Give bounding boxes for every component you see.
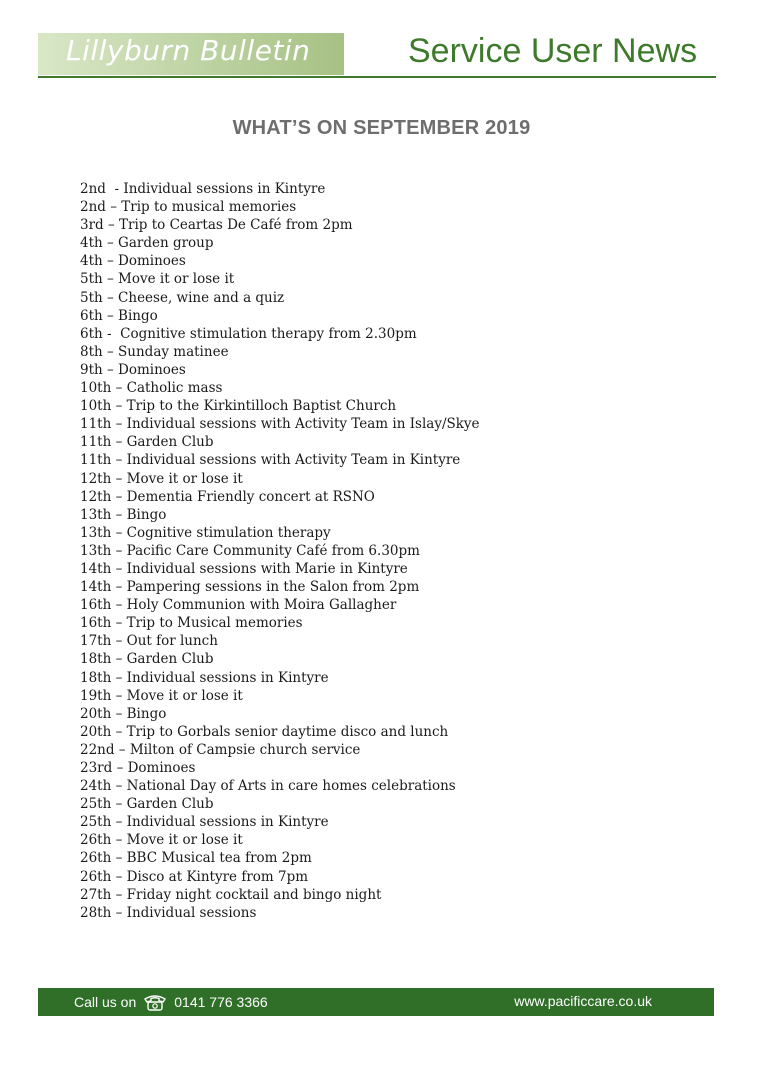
event-item: 13th – Pacific Care Community Café from 6.30pm — [80, 542, 420, 559]
event-item: 11th – Individual sessions with Activity Team in Islay/Skye — [80, 416, 480, 433]
event-item: 25th – Garden Club — [80, 796, 214, 813]
event-item: 18th – Garden Club — [80, 651, 214, 668]
event-item: 6th – Bingo — [80, 307, 158, 324]
event-item: 12th – Dementia Friendly concert at RSNO — [80, 488, 375, 505]
bulletin-title: Lillyburn Bulletin — [66, 34, 311, 67]
header-divider — [38, 76, 716, 78]
event-item: 4th – Dominoes — [80, 253, 186, 270]
event-item: 5th – Move it or lose it — [80, 271, 235, 288]
event-item: 13th – Bingo — [80, 506, 167, 523]
event-item: 3rd – Trip to Ceartas De Café from 2pm — [80, 217, 353, 234]
event-item: 25th – Individual sessions in Kintyre — [80, 814, 329, 831]
event-item: 10th – Trip to the Kirkintilloch Baptist Church — [80, 398, 397, 415]
event-item: 4th – Garden group — [80, 235, 214, 252]
event-item: 8th – Sunday matinee — [80, 343, 229, 360]
page-heading: WHAT’S ON SEPTEMBER 2019 — [232, 117, 531, 139]
event-item: 11th – Garden Club — [80, 434, 214, 451]
footer-contact — [74, 993, 268, 1011]
event-item: 16th – Trip to Musical memories — [80, 615, 303, 632]
event-item: 9th – Dominoes — [80, 361, 186, 378]
event-item: 26th – Disco at Kintyre from 7pm — [80, 868, 309, 885]
event-item: 14th – Individual sessions with Marie in Kintyre — [80, 560, 408, 577]
event-item: 20th – Bingo — [80, 705, 167, 722]
event-item: 27th – Friday night cocktail and bingo night — [80, 886, 382, 903]
event-item: 26th – Move it or lose it — [80, 832, 243, 849]
event-item: 10th – Catholic mass — [80, 380, 223, 397]
event-item: 13th – Cognitive stimulation therapy — [80, 524, 331, 541]
event-item: 19th – Move it or lose it — [80, 687, 243, 704]
footer-bar — [38, 988, 714, 1016]
event-item: 16th – Holy Communion with Moira Gallagher — [80, 597, 397, 614]
telephone-icon — [142, 993, 168, 1011]
event-item: 12th – Move it or lose it — [80, 470, 243, 487]
event-item: 26th – BBC Musical tea from 2pm — [80, 850, 312, 867]
event-item: 5th – Cheese, wine and a quiz — [80, 289, 285, 306]
event-item: 11th – Individual sessions with Activity Team in Kintyre — [80, 452, 461, 469]
call-label: Call us on — [74, 994, 137, 1010]
event-item: 22nd – Milton of Campsie church service — [80, 741, 361, 758]
event-item: 14th – Pampering sessions in the Salon from 2pm — [80, 579, 420, 596]
section-title: Service User News — [408, 32, 698, 70]
event-item: 20th – Trip to Gorbals senior daytime disco and lunch — [80, 723, 449, 740]
event-item: 23rd – Dominoes — [80, 760, 196, 776]
event-item: 2nd – Trip to musical memories — [80, 199, 297, 216]
event-item: 6th - Cognitive stimulation therapy from 2.30pm — [80, 325, 417, 342]
phone-number[interactable]: 0141 776 3366 — [174, 994, 268, 1010]
website-link[interactable]: www.pacificcare.co.uk — [514, 993, 652, 1009]
event-item: 2nd - Individual sessions in Kintyre — [80, 181, 326, 197]
event-item: 17th – Out for lunch — [80, 633, 218, 650]
event-item: 24th – National Day of Arts in care homes celebrations — [80, 778, 456, 795]
event-list — [80, 180, 480, 922]
event-item: 28th – Individual sessions — [80, 904, 257, 921]
event-item: 18th – Individual sessions in Kintyre — [80, 669, 329, 686]
